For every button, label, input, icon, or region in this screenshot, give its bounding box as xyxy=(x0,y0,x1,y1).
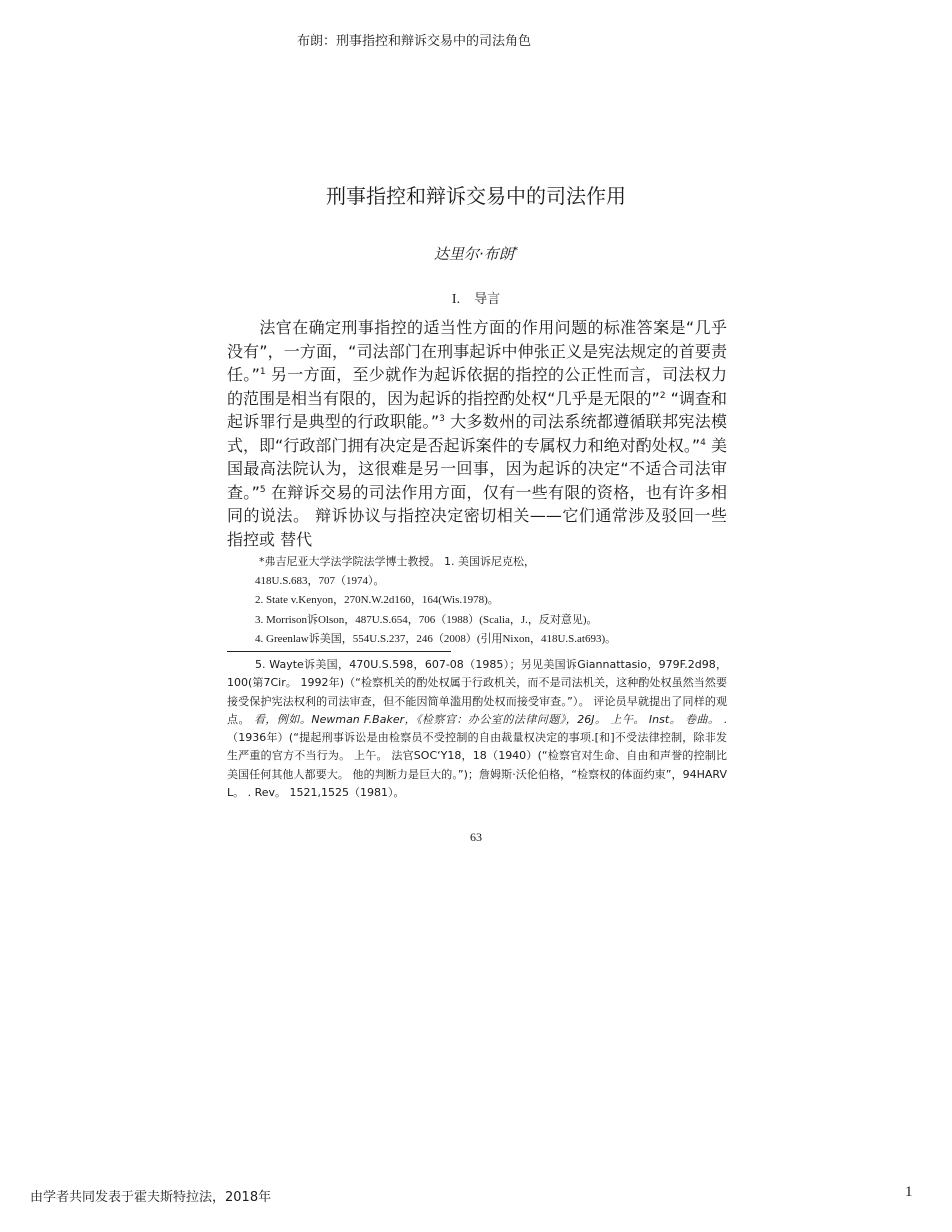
body-text-3: “调查和起诉罪行是典型的行政职能。” xyxy=(227,388,727,431)
footnote-ref-4: 4 xyxy=(700,437,706,448)
footnote-ref-2: 2 xyxy=(659,390,666,401)
author-name: 达里尔·布朗 xyxy=(433,245,514,263)
footnote-ref-3: 3 xyxy=(439,414,445,424)
body-text-4: 大多数州的司法系统都遵循联邦宪法模式，即“行政部门拥有决定是否起诉案件的专属权力和绝对酌处权。” xyxy=(227,412,727,455)
section-heading xyxy=(0,288,952,308)
footnote-ref-1: 1 xyxy=(259,367,266,377)
running-head: 布朗：刑事指控和辩诉交易中的司法角色 xyxy=(296,34,531,49)
footnote-ref-5: 5 xyxy=(259,484,266,495)
section-title: 导言 xyxy=(474,292,501,307)
article-title: 刑事指控和辩诉交易中的司法作用 xyxy=(326,184,626,208)
footnote-4: 4. Greenlaw诉美国，554U.S.237，246（2008）(引用Nixon，418U.S.at693)。 xyxy=(255,633,617,645)
footnote-3: 3. Morrison诉Olson，487U.S.654，706（1988）(Scalia，J.，反对意见)。 xyxy=(255,613,598,626)
footer-publication: 由学者共同发表于霍夫斯特拉法，2018年 xyxy=(30,1190,272,1205)
page-number: 63 xyxy=(470,830,482,844)
footnote-star: *弗吉尼亚大学法学院法学博士教授。 1. 美国诉尼克松， xyxy=(259,555,535,568)
footnote-1-citation: 418U.S.683，707（1974）。 xyxy=(255,574,385,587)
footnote-5-italic: 看，例如。Newman F.Baker，《检察官：办公室的法律问题》，26J。 上午。 Inst。 卷曲。 xyxy=(253,712,720,726)
body-paragraph xyxy=(227,316,727,551)
footer-page-index: 1 xyxy=(905,1184,913,1200)
author-line xyxy=(0,243,952,264)
footnote-divider xyxy=(227,651,451,652)
footnote-2: 2. State v.Kenyon，270N.W.2d160，164(Wis.1978)。 xyxy=(255,594,499,606)
section-number: I. xyxy=(451,292,461,307)
body-text-6: 在辩诉交易的司法作用方面，仅有一些有限的资格，也有许多相同的说法。 辩诉协议与指控决定密切相关——它们通常涉及驳回一些指控或 替代 xyxy=(227,482,727,549)
body-text-1: 法官在确定刑事指控的适当性方面的作用问题的标准答案是“几乎没有”，一方面，“司法部门在刑事起诉中伸张正义是宪法规定的首要责任。” xyxy=(227,318,727,384)
footnote-5 xyxy=(227,656,727,802)
footnote-5-text-b: . （1936年）(“提起刑事诉讼是由检察员不受控制的自由裁量权决定的事项.[和]不受法律控制，除非发生严重的官方不当行为。 上午。 法官SOC‘Y18，18（1940）(“检察官对生命、自由和声誉的控制比美国任何其他人都要大。 他的判断力是巨大的。”)；詹姆斯·沃伦伯格，“检察权的体面约束”，94HARVL。 . Rev。 1521,1525（1981）。 xyxy=(227,712,728,800)
author-footnote-mark: * xyxy=(513,246,519,256)
body-text-5: 美国最高法院认为，这很难是另一回事，因为起诉的决定“不适合司法审查。” xyxy=(227,435,727,502)
body-text-2: 另一方面，至少就作为起诉依据的指控的公正性而言，司法权力的范围是相当有限的，因为起诉的指控酌处权“几乎是无限的” xyxy=(227,365,727,408)
footnote-5-text-a: 5. Wayte诉美国，470U.S.598，607-08（1985）；另见美国诉Giannattasio，979F.2d98，100(第7Cir。 1992年)（“检察机关的酌处权属于行政机关，而不是司法机关，这种酌处权虽然当然要接受保护宪法权利的司法审查，但不能因简单滥用酌处权而接受审查。”）。 评论员早就提出了同样的观点。 xyxy=(227,658,727,726)
footnote-block xyxy=(255,552,725,650)
